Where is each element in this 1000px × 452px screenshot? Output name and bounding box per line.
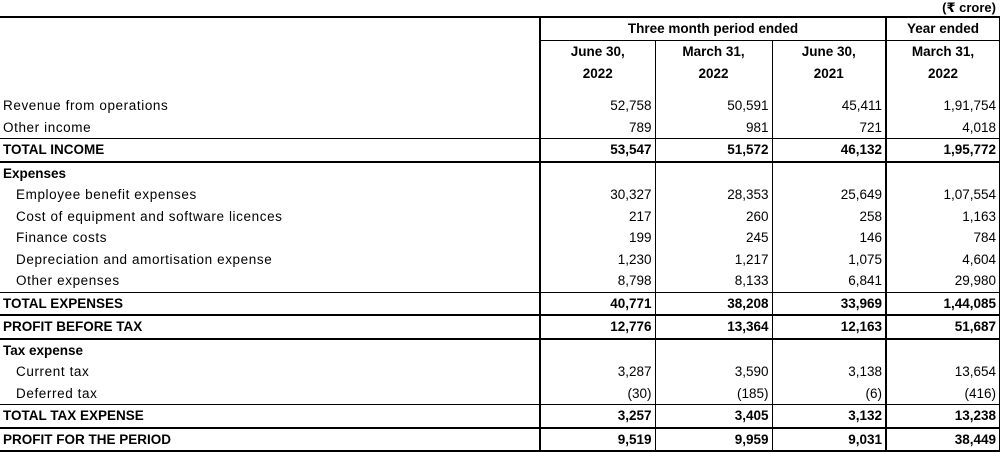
row-label: Tax expense — [3, 342, 84, 358]
cell-value — [772, 162, 886, 185]
cell-value: (185) — [655, 383, 772, 405]
column-header-year: 2022 — [655, 63, 772, 85]
row-label: Revenue from operations — [3, 98, 169, 113]
cell-value: 13,654 — [886, 361, 1000, 383]
cell-value: 45,411 — [772, 95, 886, 117]
column-header-year: 2022 — [886, 63, 1000, 85]
table-row — [0, 184, 1000, 206]
cell-value: 50,591 — [655, 95, 772, 117]
header-blank — [0, 17, 540, 41]
spacer-row — [0, 85, 1000, 95]
cell-value — [886, 339, 1000, 362]
row-label: Cost of equipment and software licences — [16, 208, 283, 224]
cell-value: 9,031 — [772, 428, 886, 452]
table-row — [0, 361, 1000, 383]
row-label: Employee benefit expenses — [16, 187, 197, 202]
cell-value: (416) — [886, 383, 1000, 405]
cell-value: 3,287 — [540, 361, 655, 383]
row-label: Finance costs — [16, 230, 108, 245]
table-row-total — [0, 139, 1000, 162]
table-row-total — [0, 405, 1000, 428]
header-blank — [0, 41, 540, 64]
cell-value: 9,519 — [540, 428, 655, 452]
cell-value: 4,604 — [886, 249, 1000, 271]
cell-value: 40,771 — [540, 292, 655, 315]
cell-value: 1,91,754 — [886, 95, 1000, 117]
currency-unit-label: (₹ crore) — [942, 0, 996, 15]
cell-value: 784 — [886, 227, 1000, 249]
row-label: TOTAL TAX EXPENSE — [0, 405, 540, 428]
cell-value: 1,44,085 — [886, 292, 1000, 315]
table-row — [0, 270, 1000, 292]
row-label: Depreciation and amortisation expense — [16, 251, 273, 267]
row-label: Expenses — [3, 165, 67, 181]
column-header-date: March 31, — [886, 41, 1000, 64]
cell-value: 12,163 — [772, 315, 886, 339]
section-heading-row — [0, 339, 1000, 362]
cell-value — [540, 339, 655, 362]
column-header-date: June 30, — [772, 41, 886, 64]
row-label: Deferred tax — [16, 385, 98, 401]
cell-value: 1,217 — [655, 249, 772, 271]
cell-value: 258 — [772, 206, 886, 228]
cell-value: 13,238 — [886, 405, 1000, 428]
table-row-total — [0, 292, 1000, 315]
table-row — [0, 249, 1000, 271]
row-label: PROFIT FOR THE PERIOD — [0, 428, 540, 452]
cell-value: 1,163 — [886, 206, 1000, 228]
cell-value: (6) — [772, 383, 886, 405]
cell-value: 9,959 — [655, 428, 772, 452]
column-header-year: 2022 — [540, 63, 655, 85]
cell-value: 146 — [772, 227, 886, 249]
cell-value: (30) — [540, 383, 655, 405]
header-blank — [0, 63, 540, 85]
cell-value: 1,07,554 — [886, 184, 1000, 206]
cell-value: 8,133 — [655, 270, 772, 292]
cell-value: 1,95,772 — [886, 139, 1000, 162]
cell-value: 3,257 — [540, 405, 655, 428]
cell-value: 52,758 — [540, 95, 655, 117]
cell-value: 12,776 — [540, 315, 655, 339]
cell-value: 53,547 — [540, 139, 655, 162]
cell-value: 46,132 — [772, 139, 886, 162]
column-header-date: June 30, — [540, 41, 655, 64]
cell-value: 13,364 — [655, 315, 772, 339]
column-header-year: 2021 — [772, 63, 886, 85]
table-row-total — [0, 428, 1000, 452]
cell-value: 51,687 — [886, 315, 1000, 339]
cell-value — [540, 162, 655, 185]
table-row-total — [0, 315, 1000, 339]
table-row — [0, 383, 1000, 405]
cell-value: 3,405 — [655, 405, 772, 428]
cell-value: 25,649 — [772, 184, 886, 206]
cell-value: 29,980 — [886, 270, 1000, 292]
cell-value: 721 — [772, 117, 886, 139]
cell-value: 260 — [655, 206, 772, 228]
header-three-month-period: Three month period ended — [540, 17, 886, 41]
cell-value: 38,208 — [655, 292, 772, 315]
cell-value: 245 — [655, 227, 772, 249]
cell-value — [655, 162, 772, 185]
table-row — [0, 117, 1000, 139]
row-label: TOTAL INCOME — [0, 139, 540, 162]
table-row — [0, 206, 1000, 228]
cell-value: 51,572 — [655, 139, 772, 162]
cell-value: 1,075 — [772, 249, 886, 271]
table-row — [0, 95, 1000, 117]
row-label: PROFIT BEFORE TAX — [0, 315, 540, 339]
cell-value: 981 — [655, 117, 772, 139]
cell-value: 3,132 — [772, 405, 886, 428]
cell-value — [655, 339, 772, 362]
cell-value: 3,138 — [772, 361, 886, 383]
cell-value: 789 — [540, 117, 655, 139]
cell-value — [772, 339, 886, 362]
cell-value: 199 — [540, 227, 655, 249]
cell-value — [886, 162, 1000, 185]
cell-value: 38,449 — [886, 428, 1000, 452]
cell-value: 3,590 — [655, 361, 772, 383]
row-label: Other expenses — [16, 273, 120, 288]
row-label: Other income — [3, 119, 92, 135]
cell-value: 30,327 — [540, 184, 655, 206]
cell-value: 217 — [540, 206, 655, 228]
income-statement-table — [0, 16, 1000, 452]
cell-value: 28,353 — [655, 184, 772, 206]
section-heading-row — [0, 162, 1000, 185]
header-year-ended: Year ended — [886, 17, 1000, 41]
table-row — [0, 227, 1000, 249]
cell-value: 33,969 — [772, 292, 886, 315]
cell-value: 8,798 — [540, 270, 655, 292]
cell-value: 4,018 — [886, 117, 1000, 139]
row-label: TOTAL EXPENSES — [0, 292, 540, 315]
cell-value: 6,841 — [772, 270, 886, 292]
cell-value: 1,230 — [540, 249, 655, 271]
row-label: Current tax — [16, 364, 90, 379]
column-header-date: March 31, — [655, 41, 772, 64]
